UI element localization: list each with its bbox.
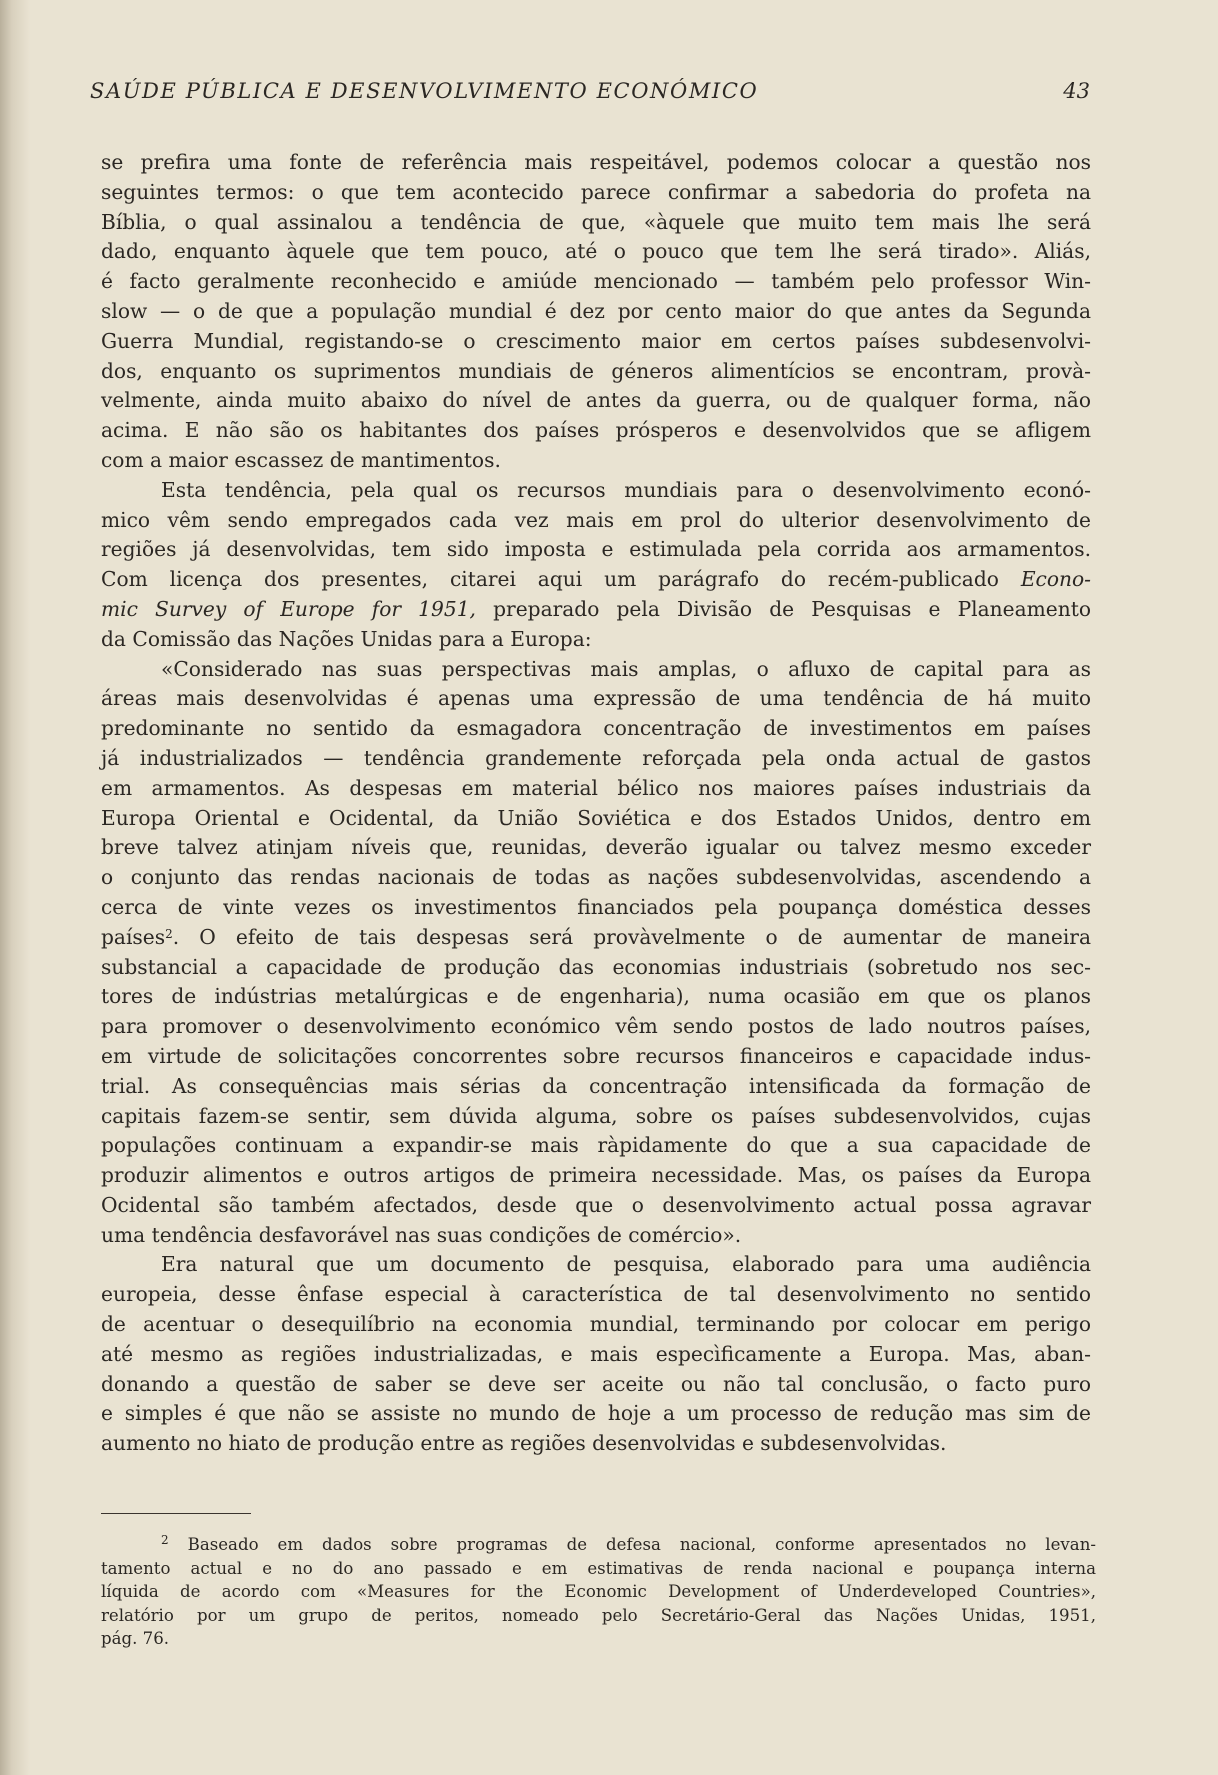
text-fragment: preparado pela Divisão de Pesquisas e Planeamento <box>493 596 1091 621</box>
text-fragment: Com licença dos presentes, citarei aqui um parágrafo do recém-publicado <box>101 567 999 592</box>
running-title: SAÚDE PÚBLICA E DESENVOLVIMENTO ECONÓMICO <box>90 79 759 103</box>
text-line: áreas mais desenvolvidas é apenas uma expressão de uma tendência de há muito <box>101 686 1091 711</box>
text-line: acima. E não são os habitantes dos países prósperos e desenvolvidos que se afligem <box>101 418 1091 443</box>
text-line <box>101 923 1091 953</box>
text-line: aumento no hiato de produção entre as regiões desenvolvidas e subdesenvolvidas. <box>101 1431 947 1456</box>
text-line: Europa Oriental e Ocidental, da União Soviética e dos Estados Unidos, dentro em <box>101 805 1091 830</box>
italic-title-fragment: mic Survey of Europe for 1951, <box>101 596 476 621</box>
body-text <box>101 148 1091 1459</box>
text-line: em virtude de solicitações concorrentes sobre recursos financeiros e capacidade indus- <box>101 1043 1091 1068</box>
text-line: regiões já desenvolvidas, tem sido imposta e estimulada pela corrida aos armamentos. <box>101 537 1091 562</box>
page-number: 43 <box>1063 79 1090 103</box>
italic-title-fragment: Econo- <box>1020 567 1091 592</box>
text-line: capitais fazem-se sentir, sem dúvida alguma, sobre os países subdesenvolvidos, cujas <box>101 1103 1091 1128</box>
text-line: donando a questão de saber se deve ser aceite ou não tal conclusão, o facto puro <box>101 1371 1091 1396</box>
paragraph-start-line: Esta tendência, pela qual os recursos mundiais para o desenvolvimento econó- <box>161 477 1091 502</box>
text-line: com a maior escassez de mantimentos. <box>101 447 501 472</box>
text-line: Bíblia, o qual assinalou a tendência de que, «àquele que muito tem mais lhe será <box>101 209 1091 234</box>
text-line: o conjunto das rendas nacionais de todas as nações subdesenvolvidas, ascendendo a <box>101 865 1091 890</box>
footnote-line <box>101 1533 1096 1557</box>
text-line: em armamentos. As despesas em material bélico nos maiores países industriais da <box>101 775 1091 800</box>
footnote-line: líquida de acordo com «Measures for the Economic Development of Underdeveloped Countries», <box>101 1582 1096 1601</box>
footnote-reference: 2 <box>165 926 173 941</box>
footnote-text: Baseado em dados sobre programas de defesa nacional, conforme apresentados no levan- <box>187 1535 1096 1554</box>
text-line: dado, enquanto àquele que tem pouco, até o pouco que tem lhe será tirado». Aliás, <box>101 239 1091 264</box>
text-line: uma tendência desfavorável nas suas condições de comércio». <box>101 1222 742 1247</box>
text-line: e simples é que não se assiste no mundo de hoje a um processo de redução mas sim de <box>101 1401 1091 1426</box>
text-line: Ocidental são também afectados, desde que o desenvolvimento actual possa agravar <box>101 1192 1091 1217</box>
text-line: breve talvez atinjam níveis que, reunidas, deverão igualar ou talvez mesmo exceder <box>101 835 1091 860</box>
text-fragment: . O efeito de tais despesas será provàvelmente o de aumentar de maneira <box>172 924 1091 949</box>
text-line: produzir alimentos e outros artigos de primeira necessidade. Mas, os países da Europa <box>101 1163 1091 1188</box>
footnote-line: tamento actual e no do ano passado e em estimativas de renda nacional e poupança interna <box>101 1558 1096 1578</box>
text-line: substancial a capacidade de produção das economias industriais (sobretudo nos sec- <box>101 954 1091 979</box>
text-line: populações continuam a expandir-se mais ràpidamente do que a sua capacidade de <box>101 1133 1091 1158</box>
text-line: Guerra Mundial, registando-se o crescimento maior em certos países subdesenvolvi- <box>101 328 1091 353</box>
text-line: predominante no sentido da esmagadora concentração de investimentos em países <box>101 716 1091 741</box>
footnote-line: relatório por um grupo de peritos, nomeado pelo Secretário-Geral das Nações Unidas, 1951, <box>101 1605 1096 1625</box>
text-line: cerca de vinte vezes os investimentos financiados pela poupança doméstica desses <box>101 894 1091 919</box>
text-line: de acentuar o desequilíbrio na economia mundial, terminando por colocar em perigo <box>101 1312 1091 1337</box>
text-line: dos, enquanto os suprimentos mundiais de géneros alimentícios se encontram, provà- <box>101 358 1091 383</box>
text-fragment: países <box>101 924 166 949</box>
text-line: é facto geralmente reconhecido e amiúde mencionado — também pelo professor Win- <box>101 269 1091 294</box>
footnote-line: pág. 76. <box>101 1629 170 1648</box>
text-line: para promover o desenvolvimento económico vêm sendo postos de lado noutros países, <box>101 1014 1091 1039</box>
quote-start-line: «Considerado nas suas perspectivas mais amplas, o afluxo de capital para as <box>161 656 1091 681</box>
text-line: europeia, desse ênfase especial à característica de tal desenvolvimento no sentido <box>101 1282 1091 1307</box>
text-line: tores de indústrias metalúrgicas e de engenharia), numa ocasião em que os planos <box>101 984 1091 1009</box>
text-line: se prefira uma fonte de referência mais respeitável, podemos colocar a questão nos <box>101 150 1091 174</box>
text-line: velmente, ainda muito abaixo do nível de antes da guerra, ou de qualquer forma, não <box>101 388 1091 413</box>
text-line: seguintes termos: o que tem acontecido parece confirmar a sabedoria do profeta na <box>101 179 1091 204</box>
text-line: da Comissão das Nações Unidas para a Europa: <box>101 626 592 651</box>
text-line: trial. As consequências mais sérias da concentração intensificada da formação de <box>101 1073 1091 1098</box>
running-header <box>90 76 1090 106</box>
text-line <box>101 595 1091 625</box>
text-line: até mesmo as regiões industrializadas, e mais especìficamente a Europa. Mas, aban- <box>101 1341 1091 1366</box>
footnote-separator <box>101 1513 251 1514</box>
footnotes <box>101 1533 1096 1651</box>
text-line: slow — o de que a população mundial é dez por cento maior do que antes da Segunda <box>101 298 1091 323</box>
text-line: já industrializados — tendência grandemente reforçada pela onda actual de gastos <box>101 745 1091 770</box>
text-line <box>101 565 1091 595</box>
text-line: mico vêm sendo empregados cada vez mais em prol do ulterior desenvolvimento de <box>101 507 1091 532</box>
footnote-marker: 2 <box>161 1533 169 1547</box>
paragraph-start-line: Era natural que um documento de pesquisa, elaborado para uma audiência <box>161 1252 1091 1277</box>
